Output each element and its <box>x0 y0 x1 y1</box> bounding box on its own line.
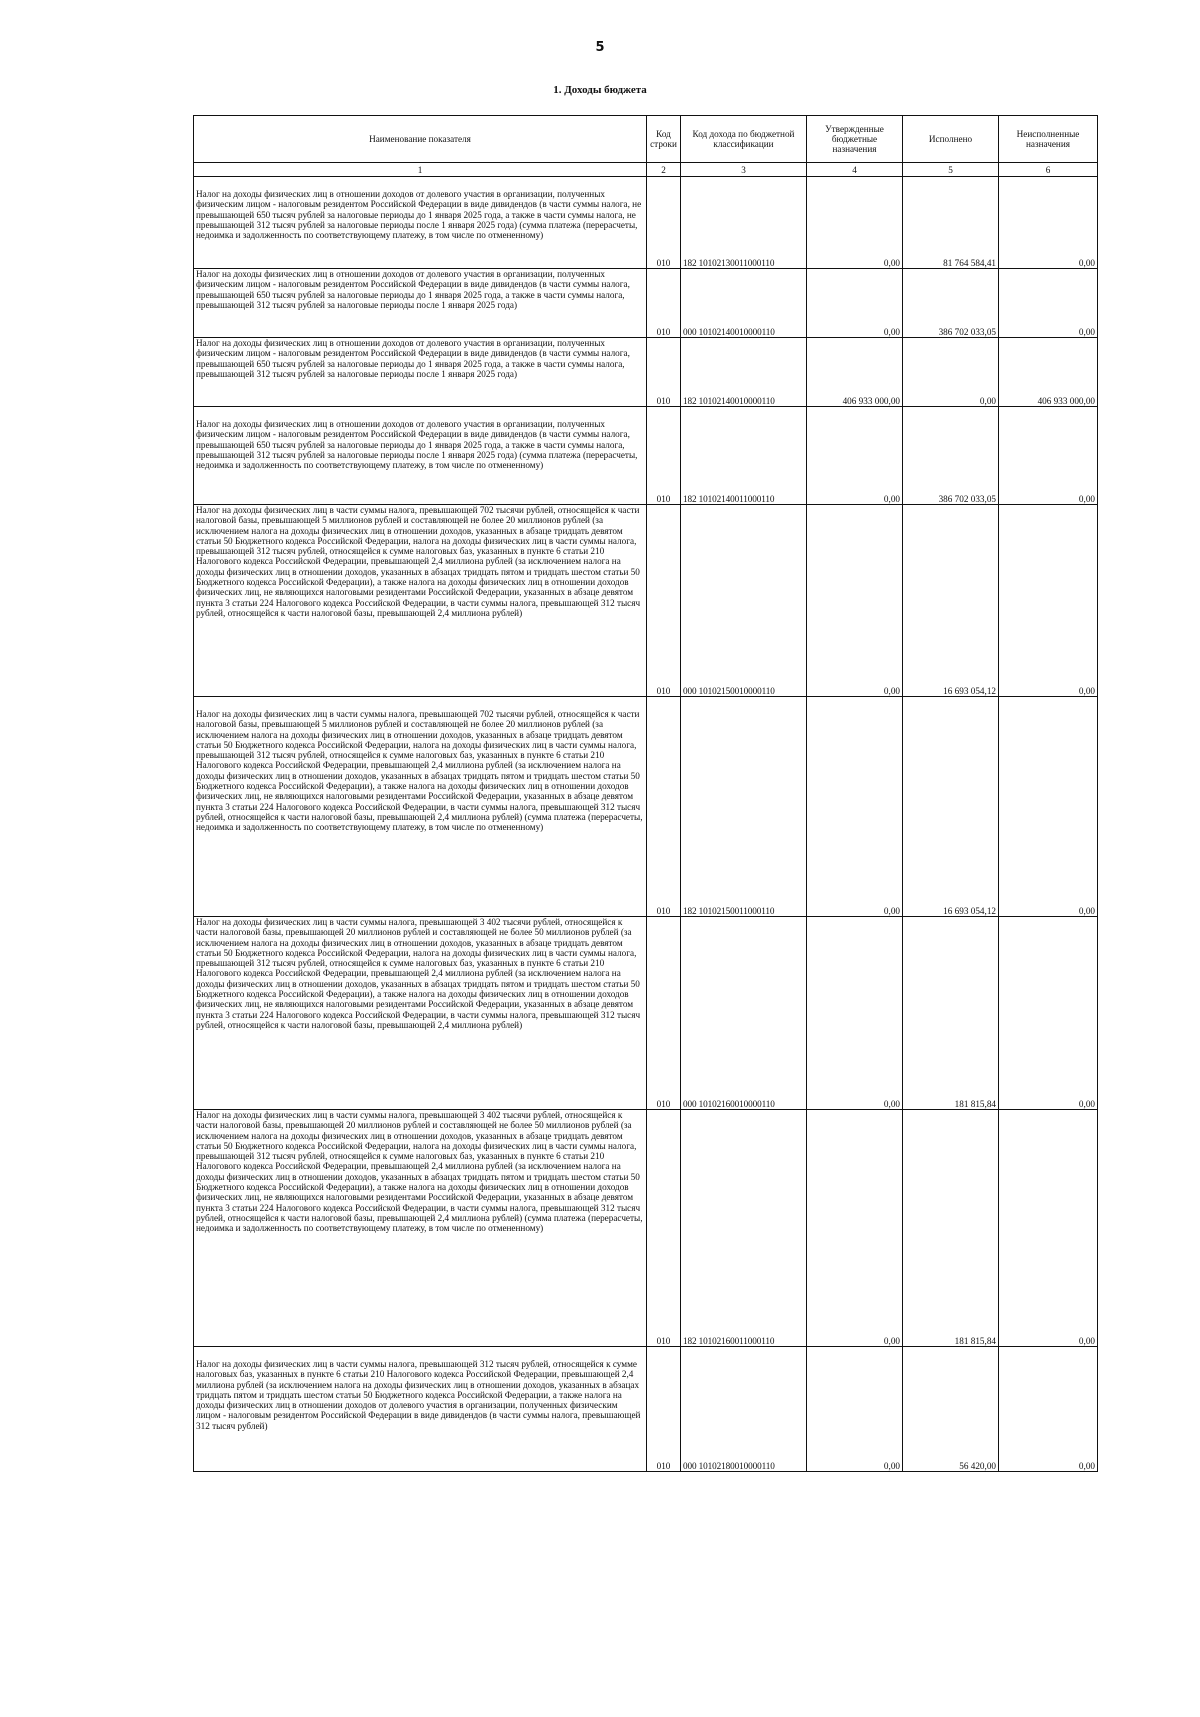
approved-amount: 0,00 <box>807 505 903 697</box>
indicator-name: Налог на доходы физических лиц в части суммы налога, превышающей 3 402 тысячи рублей, относящейся к части налоговой базы, превышающей 20 миллионов рублей и составляющей не более 50 миллионов рублей (за исключением налога на доходы физических лиц в отношении доходов, указанных в абзаце тридцать девятом статьи 50 Бюджетного кодекса Российской Федерации, налога на доходы физических лиц в части суммы налога, превышающей 312 тысяч рублей, относящейся к сумме налоговых баз, указанных в пункте 6 статьи 210 Налогового кодекса Российской Федерации, превышающей 2,4 миллиона рублей (за исключением налога на доходы физических лиц в отношении доходов, указанных в абзацах тридцать пятом и тридцать шестом статьи 50 Бюджетного кодекса Российской Федерации), а также налога на доходы физических лиц в отношении доходов физических лиц, не являющихся налоговыми резидентами Российской Федерации, указанных в абзаце девятом пункта 3 статьи 224 Налогового кодекса Российской Федерации, в части суммы налога, превышающей 312 тысяч рублей, относящейся к части налоговой базы, превышающей 2,4 миллиона рублей) <box>194 917 647 1110</box>
classification-code: 182 10102140011000110 <box>681 407 807 505</box>
unexecuted-amount: 0,00 <box>999 1347 1098 1472</box>
table-row <box>194 1110 1098 1347</box>
table-header-row <box>194 116 1098 163</box>
unexecuted-amount: 0,00 <box>999 917 1098 1110</box>
header-indicator-name: Наименование показателя <box>194 116 647 163</box>
classification-code: 000 10102140010000110 <box>681 269 807 338</box>
line-code: 010 <box>647 269 681 338</box>
column-number: 1 <box>194 163 647 177</box>
column-number: 4 <box>807 163 903 177</box>
line-code: 010 <box>647 917 681 1110</box>
approved-amount: 0,00 <box>807 1110 903 1347</box>
table-row <box>194 917 1098 1110</box>
approved-amount: 0,00 <box>807 177 903 269</box>
column-number: 2 <box>647 163 681 177</box>
classification-code: 182 10102130011000110 <box>681 177 807 269</box>
header-approved: Утвержденные бюджетные назначения <box>807 116 903 163</box>
column-number: 6 <box>999 163 1098 177</box>
indicator-name: Налог на доходы физических лиц в части суммы налога, превышающей 702 тысячи рублей, относящейся к части налоговой базы, превышающей 5 миллионов рублей и составляющей не более 20 миллионов рублей (за исключением налога на доходы физических лиц в отношении доходов, указанных в абзаце тридцать девятом статьи 50 Бюджетного кодекса Российской Федерации, налога на доходы физических лиц в части суммы налога, превышающей 312 тысяч рублей, относящейся к сумме налоговых баз, указанных в пункте 6 статьи 210 Налогового кодекса Российской Федерации, превышающей 2,4 миллиона рублей (за исключением налога на доходы физических лиц в отношении доходов, указанных в абзацах тридцать пятом и тридцать шестом статьи 50 Бюджетного кодекса Российской Федерации), а также налога на доходы физических лиц в отношении доходов физических лиц, не являющихся налоговыми резидентами Российской Федерации, указанных в абзаце девятом пункта 3 статьи 224 Налогового кодекса Российской Федерации, в части суммы налога, превышающей 312 тысяч рублей, относящейся к части налоговой базы, превышающей 2,4 миллиона рублей) (сумма платежа (перерасчеты, недоимка и задолженность по соответствующему платежу, в том числе по отмененному) <box>194 697 647 917</box>
unexecuted-amount: 0,00 <box>999 177 1098 269</box>
indicator-name: Налог на доходы физических лиц в части суммы налога, превышающей 312 тысяч рублей, относящейся к сумме налоговых баз, указанных в пункте 6 статьи 210 Налогового кодекса Российской Федерации, превышающей 2,4 миллиона рублей (за исключением налога на доходы физических лиц в отношении доходов, указанных в абзацах тридцать пятом и тридцать шестом статьи 50 Бюджетного кодекса Российской Федерации, а также налога на доходы физических лиц в отношении доходов от долевого участия в организации, полученных физическим лицом - налоговым резидентом Российской Федерации в виде дивидендов (в части суммы налога, превышающей 312 тысяч рублей) <box>194 1347 647 1472</box>
executed-amount: 16 693 054,12 <box>903 505 999 697</box>
line-code: 010 <box>647 177 681 269</box>
line-code: 010 <box>647 697 681 917</box>
header-classification-code: Код дохода по бюджетной классификации <box>681 116 807 163</box>
unexecuted-amount: 0,00 <box>999 269 1098 338</box>
approved-amount: 0,00 <box>807 269 903 338</box>
table-row <box>194 1347 1098 1472</box>
executed-amount: 16 693 054,12 <box>903 697 999 917</box>
approved-amount: 0,00 <box>807 1347 903 1472</box>
unexecuted-amount: 0,00 <box>999 505 1098 697</box>
executed-amount: 56 420,00 <box>903 1347 999 1472</box>
header-unexecuted: Неисполненные назначения <box>999 116 1098 163</box>
column-number-row <box>194 163 1098 177</box>
executed-amount: 181 815,84 <box>903 917 999 1110</box>
unexecuted-amount: 0,00 <box>999 407 1098 505</box>
indicator-name: Налог на доходы физических лиц в отношении доходов от долевого участия в организации, полученных физическим лицом - налоговым резидентом Российской Федерации в виде дивидендов (в части суммы налога, превышающей 650 тысяч рублей за налоговые периоды до 1 января 2025 года, а также в части суммы налога, превышающей 312 тысяч рублей за налоговые периоды после 1 января 2025 года) <box>194 338 647 407</box>
table-row <box>194 407 1098 505</box>
table-row <box>194 505 1098 697</box>
approved-amount: 0,00 <box>807 917 903 1110</box>
line-code: 010 <box>647 1347 681 1472</box>
executed-amount: 386 702 033,05 <box>903 269 999 338</box>
table-row <box>194 269 1098 338</box>
classification-code: 182 10102160011000110 <box>681 1110 807 1347</box>
classification-code: 182 10102140010000110 <box>681 338 807 407</box>
classification-code: 000 10102160010000110 <box>681 917 807 1110</box>
approved-amount: 0,00 <box>807 697 903 917</box>
table-row <box>194 697 1098 917</box>
unexecuted-amount: 406 933 000,00 <box>999 338 1098 407</box>
approved-amount: 0,00 <box>807 407 903 505</box>
indicator-name: Налог на доходы физических лиц в отношении доходов от долевого участия в организации, полученных физическим лицом - налоговым резидентом Российской Федерации в виде дивидендов (в части суммы налога, не превышающей 650 тысяч рублей за налоговые периоды до 1 января 2025 года, а также в части суммы налога, не превышающей 312 тысяч рублей за налоговые периоды после 1 января 2025 года) (сумма платежа (перерасчеты, недоимка и задолженность по соответствующему платежу, в том числе по отмененному) <box>194 177 647 269</box>
approved-amount: 406 933 000,00 <box>807 338 903 407</box>
column-number: 3 <box>681 163 807 177</box>
budget-revenue-table <box>193 115 1098 1472</box>
executed-amount: 0,00 <box>903 338 999 407</box>
indicator-name: Налог на доходы физических лиц в части суммы налога, превышающей 3 402 тысячи рублей, относящейся к части налоговой базы, превышающей 20 миллионов рублей и составляющей не более 50 миллионов рублей (за исключением налога на доходы физических лиц в отношении доходов, указанных в абзаце тридцать девятом статьи 50 Бюджетного кодекса Российской Федерации, налога на доходы физических лиц в части суммы налога, превышающей 312 тысяч рублей, относящейся к сумме налоговых баз, указанных в пункте 6 статьи 210 Налогового кодекса Российской Федерации, превышающей 2,4 миллиона рублей (за исключением налога на доходы физических лиц в отношении доходов, указанных в абзацах тридцать пятом и тридцать шестом статьи 50 Бюджетного кодекса Российской Федерации), а также налога на доходы физических лиц в отношении доходов физических лиц, не являющихся налоговыми резидентами Российской Федерации, указанных в абзаце девятом пункта 3 статьи 224 Налогового кодекса Российской Федерации, в части суммы налога, превышающей 312 тысяч рублей, относящейся к части налоговой базы, превышающей 2,4 миллиона рублей) (сумма платежа (перерасчеты, недоимка и задолженность по соответствующему платежу, в том числе по отмененному) <box>194 1110 647 1347</box>
header-line-code: Код строки <box>647 116 681 163</box>
unexecuted-amount: 0,00 <box>999 1110 1098 1347</box>
indicator-name: Налог на доходы физических лиц в отношении доходов от долевого участия в организации, полученных физическим лицом - налоговым резидентом Российской Федерации в виде дивидендов (в части суммы налога, превышающей 650 тысяч рублей за налоговые периоды до 1 января 2025 года, а также в части суммы налога, превышающей 312 тысяч рублей за налоговые периоды после 1 января 2025 года) <box>194 269 647 338</box>
line-code: 010 <box>647 1110 681 1347</box>
line-code: 010 <box>647 505 681 697</box>
classification-code: 000 10102180010000110 <box>681 1347 807 1472</box>
indicator-name: Налог на доходы физических лиц в части суммы налога, превышающей 702 тысячи рублей, относящейся к части налоговой базы, превышающей 5 миллионов рублей и составляющей не более 20 миллионов рублей (за исключением налога на доходы физических лиц в отношении доходов, указанных в абзаце тридцать девятом статьи 50 Бюджетного кодекса Российской Федерации, налога на доходы физических лиц в части суммы налога, превышающей 312 тысяч рублей, относящейся к сумме налоговых баз, указанных в пункте 6 статьи 210 Налогового кодекса Российской Федерации, превышающей 2,4 миллиона рублей (за исключением налога на доходы физических лиц в отношении доходов, указанных в абзацах тридцать пятом и тридцать шестом статьи 50 Бюджетного кодекса Российской Федерации), а также налога на доходы физических лиц в отношении доходов физических лиц, не являющихся налоговыми резидентами Российской Федерации, указанных в абзаце девятом пункта 3 статьи 224 Налогового кодекса Российской Федерации, в части суммы налога, превышающей 312 тысяч рублей, относящейся к части налоговой базы, превышающей 2,4 миллиона рублей) <box>194 505 647 697</box>
indicator-name: Налог на доходы физических лиц в отношении доходов от долевого участия в организации, полученных физическим лицом - налоговым резидентом Российской Федерации в виде дивидендов (в части суммы налога, превышающей 650 тысяч рублей за налоговые периоды до 1 января 2025 года, а также в части суммы налога, превышающей 312 тысяч рублей за налоговые периоды после 1 января 2025 года) (сумма платежа (перерасчеты, недоимка и задолженность по соответствующему платежу, в том числе по отмененному) <box>194 407 647 505</box>
page-number: 5 <box>595 40 605 55</box>
table-row <box>194 338 1098 407</box>
header-executed: Исполнено <box>903 116 999 163</box>
classification-code: 182 10102150011000110 <box>681 697 807 917</box>
unexecuted-amount: 0,00 <box>999 697 1098 917</box>
column-number: 5 <box>903 163 999 177</box>
classification-code: 000 10102150010000110 <box>681 505 807 697</box>
executed-amount: 181 815,84 <box>903 1110 999 1347</box>
section-title: 1. Доходы бюджета <box>553 84 647 96</box>
line-code: 010 <box>647 338 681 407</box>
table-row <box>194 177 1098 269</box>
executed-amount: 386 702 033,05 <box>903 407 999 505</box>
executed-amount: 81 764 584,41 <box>903 177 999 269</box>
line-code: 010 <box>647 407 681 505</box>
